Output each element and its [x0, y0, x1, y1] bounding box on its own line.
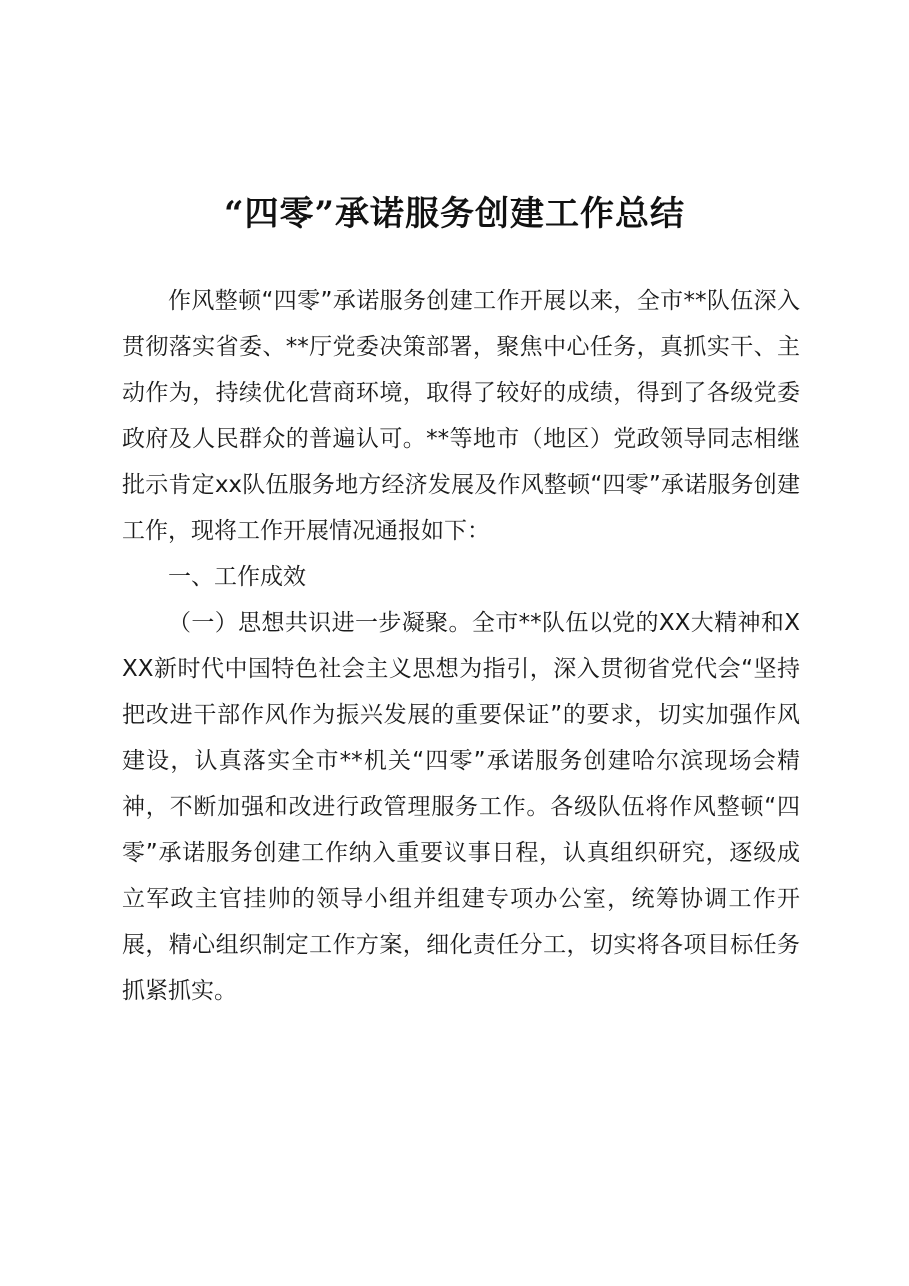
section-heading: 一、工作成效 [168, 564, 306, 590]
intro-paragraph: 作风整顿“四零”承诺服务创建工作开展以来，全市**队伍深入贯彻落实省委、**厅党委决策部署，聚焦中心任务，真抓实干、主动作为，持续优化营商环境，取得了较好的成绩，得到了各级党委政府及人民群众的普遍认可。**等地市（地区）党政领导同志相继批示肯定xx队伍服务地方经济发展及作风整顿“四零”承诺服务创建工作，现将工作开展情况通报如下： [122, 288, 800, 544]
document-body [122, 278, 800, 1014]
document-title: “四零”承诺服务创建工作总结 [223, 194, 686, 234]
subsection-paragraph: （一）思想共识进一步凝聚。全市**队伍以党的XX大精神和XXX新时代中国特色社会主义思想为指引，深入贯彻省党代会“坚持把改进干部作风作为振兴发展的重要保证”的要求，切实加强作风建设，认真落实全市**机关“四零”承诺服务创建哈尔滨现场会精神，不断加强和改进行政管理服务工作。各级队伍将作风整顿“四零”承诺服务创建工作纳入重要议事日程，认真组织研究，逐级成立军政主官挂帅的领导小组并组建专项办公室，统筹协调工作开展，精心组织制定工作方案，细化责任分工，切实将各项目标任务抓紧抓实。 [122, 610, 800, 1004]
